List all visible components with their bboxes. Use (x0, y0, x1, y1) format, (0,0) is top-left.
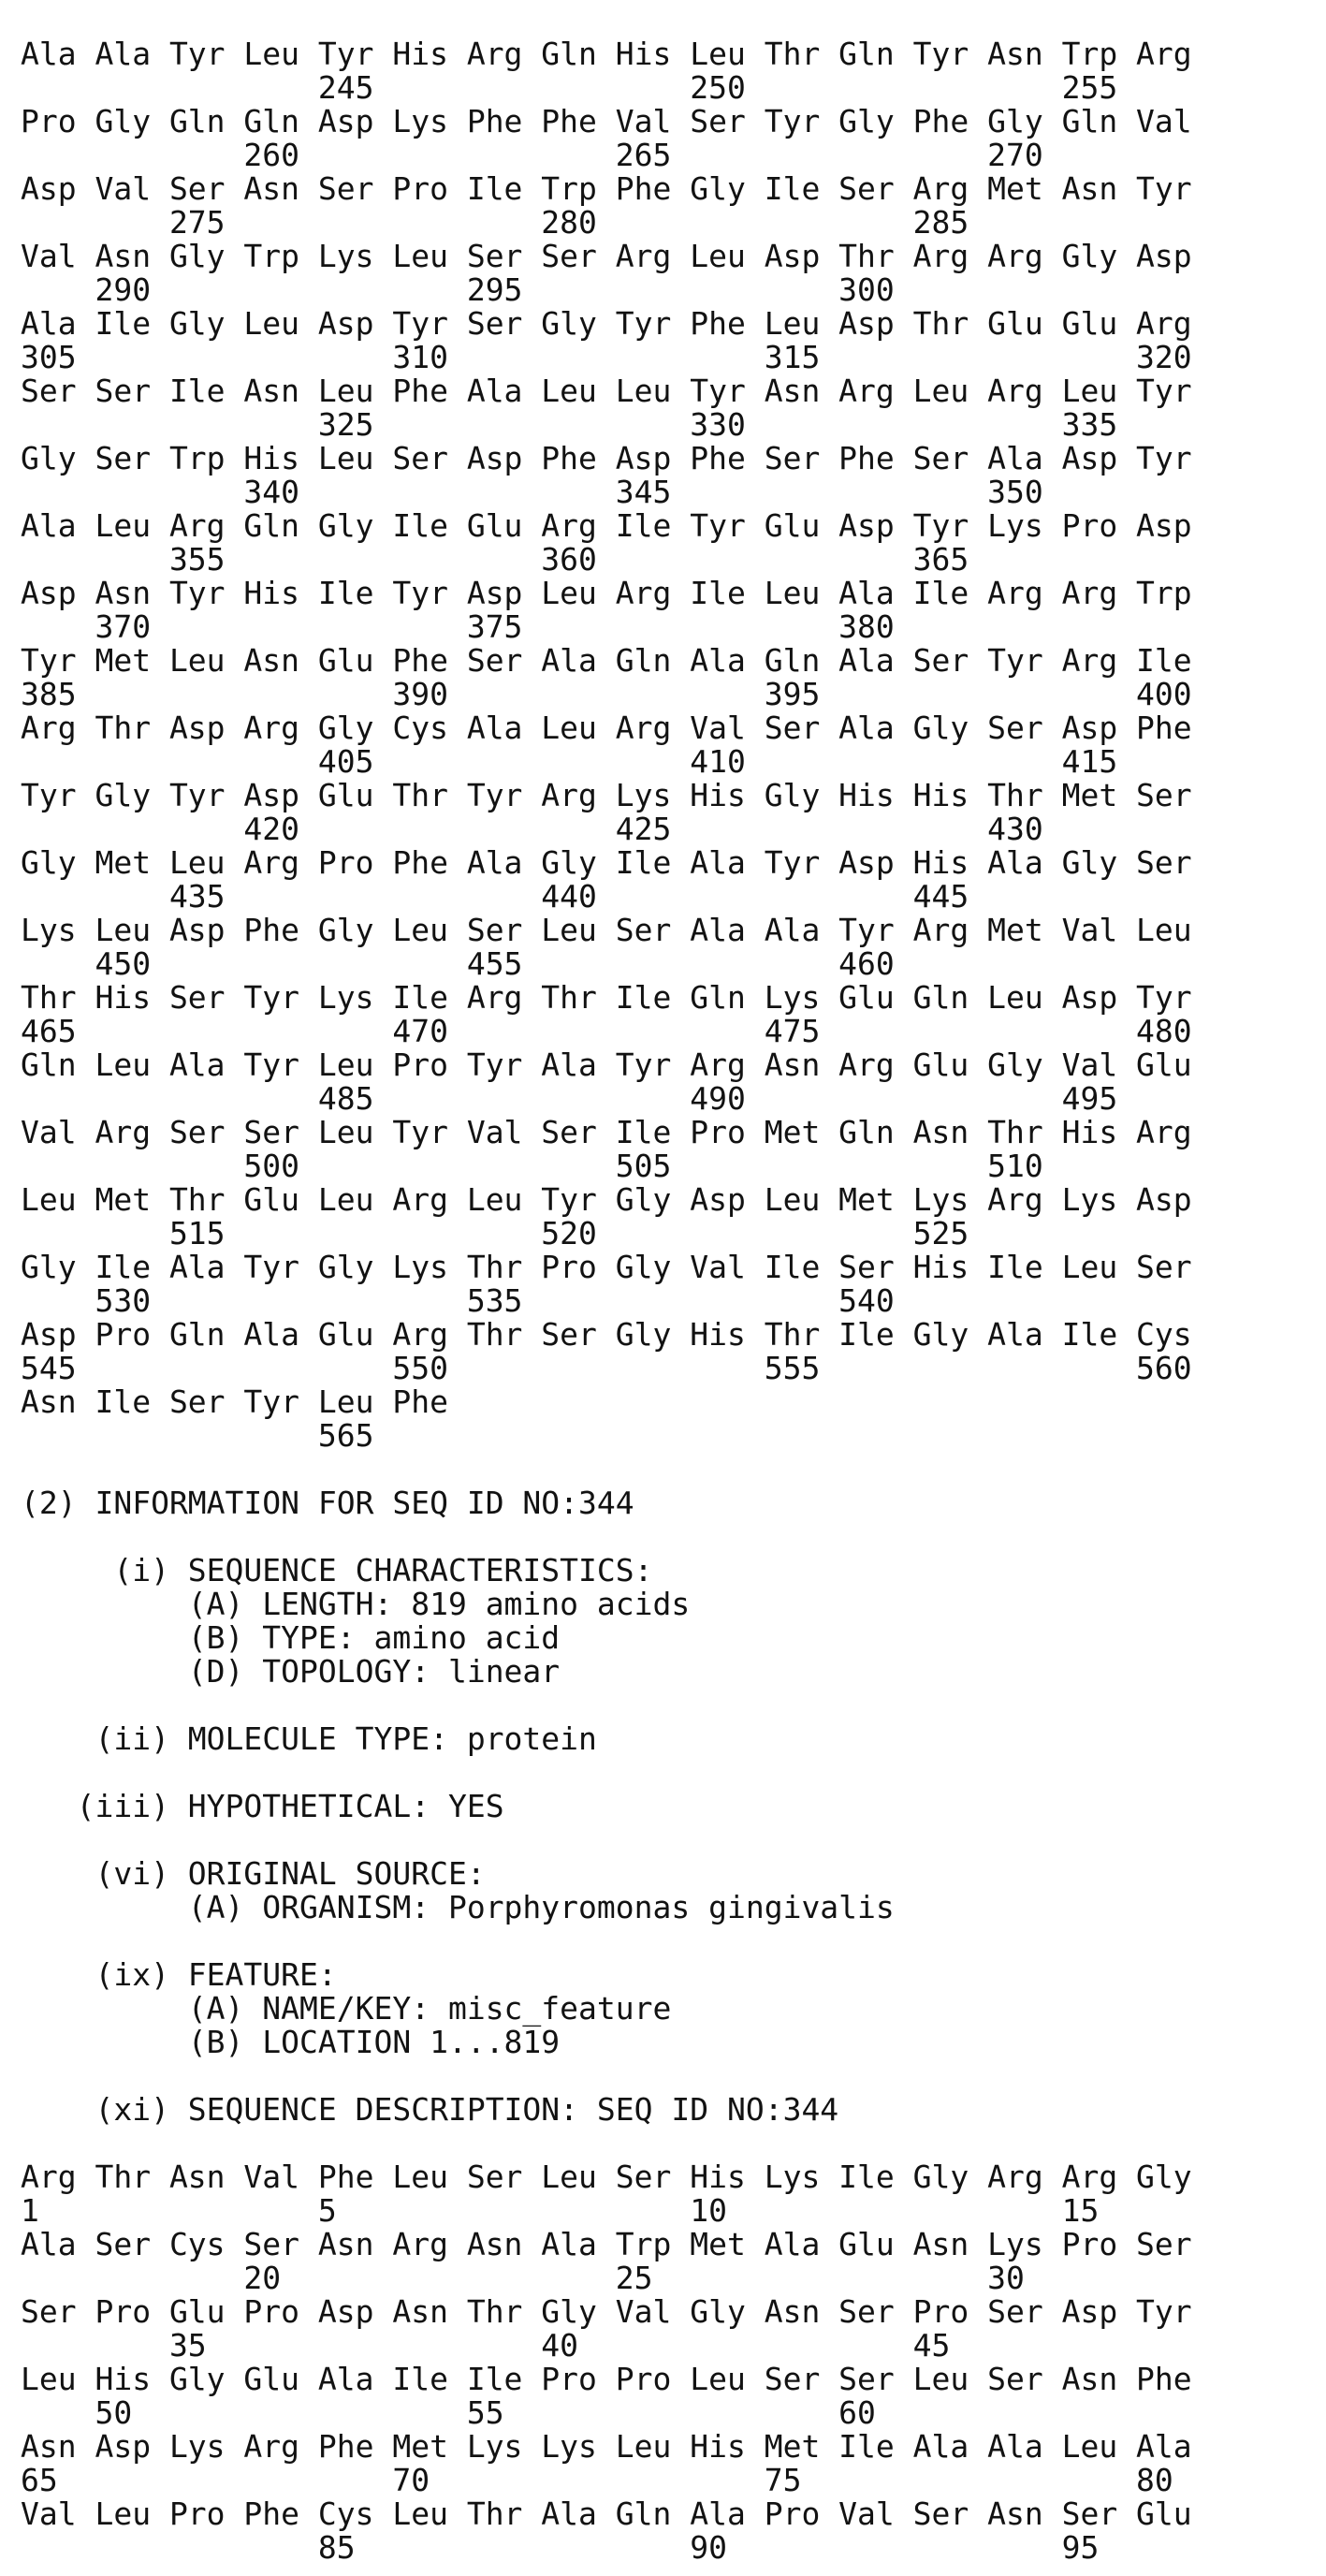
sequence-listing-upper: Ala Ala Tyr Leu Tyr His Arg Gln His Leu Thr Gln Tyr Asn Trp Arg 245 250 255 Pro Gly Gln Gln Asp Lys Phe Phe Val Ser Tyr Gly Phe Gly Gln Val 260 265 270 Asp Val Ser Asn Ser Pro Ile Trp Phe Gly Ile Ser Arg Met Asn Tyr 275 280 285 Val Asn Gly Trp Lys Leu Ser Ser Arg Leu Asp Thr Arg Arg Gly Asp 290 295 300 Ala Ile Gly Leu Asp Tyr Ser Gly Tyr Phe Leu Asp Thr Glu Glu Arg 305 310 315 320 Ser Ser Ile Asn Leu Phe Ala Leu Leu Tyr Asn Arg Leu Arg Leu Tyr 325 330 335 Gly Ser Trp His Leu Ser Asp Phe Asp Phe Ser Phe Ser Ala Asp Tyr 340 345 350 Ala Leu Arg Gln Gly Ile Glu Arg Ile Tyr Glu Asp Tyr Lys Pro Asp 355 360 365 Asp Asn Tyr His Ile Tyr Asp Leu Arg Ile Leu Ala Ile Arg Arg Trp 370 375 380 Tyr Met Leu Asn Glu Phe Ser Ala Gln Ala Gln Ala Ser Tyr Arg Ile 385 390 395 400 Arg Thr Asp Arg Gly Cys Ala Leu Arg Val Ser Ala Gly Ser Asp Phe 405 410 415 Tyr Gly Tyr Asp Glu Thr Tyr Arg Lys His Gly His His Thr Met Ser 420 425 430 Gly Met Leu Arg Pro Phe Ala Gly Ile Ala Tyr Asp His Ala Gly Ser 435 440 445 Lys Leu Asp Phe Gly Leu Ser Leu Ser Ala Ala Tyr Arg Met Val Leu 450 455 460 Thr His Ser Tyr Lys Ile Arg Thr Ile Gln Lys Glu Gln Leu Asp Tyr 465 470 475 480 Gln Leu Ala Tyr Leu Pro Tyr Ala Tyr Arg Asn Arg Glu Gly Val Glu 485 490 495 Val Arg Ser Ser Leu Tyr Val Ser Ile Pro Met Gln Asn Thr His Arg 500 505 510 Leu Met Thr Glu Leu Arg Leu Tyr Gly Asp Leu Met Lys Arg Lys Asp 515 520 525 Gly Ile Ala Tyr Gly Lys Thr Pro Gly Val Ile Ser His Ile Leu Ser 530 535 540 Asp Pro Gln Ala Glu Arg Thr Ser Gly His Thr Ile Gly Ala Ile Cys 545 550 555 560 Asn Ile Ser Tyr Leu Phe 565 (21, 36, 1192, 1454)
sequence-listing-lower: Arg Thr Asn Val Phe Leu Ser Leu Ser His Lys Ile Gly Arg Arg Gly 1 5 10 15 Ala Ser Cys Ser Asn Arg Asn Ala Trp Met Ala Glu Asn Lys Pro Ser 20 25 30 Ser Pro Glu Pro Asp Asn Thr Gly Val Gly Asn Ser Pro Ser Asp Tyr 35 40 45 Leu His Gly Glu Ala Ile Ile Pro Pro Leu Ser Ser Leu Ser Asn Phe 50 55 60 Asn Asp Lys Arg Phe Met Lys Lys Leu His Met Ile Ala Ala Leu Ala 65 70 75 80 Val Leu Pro Phe Cys Leu Thr Ala Gln Ala Pro Val Ser Asn Ser Glu 85 90 95 (21, 2159, 1192, 2566)
seq-info-body: (i) SEQUENCE CHARACTERISTICS: (A) LENGTH: 819 amino acids (B) TYPE: amino acid (D) TOPOLOGY: linear (ii) MOLECULE TYPE: protein (iii) HYPOTHETICAL: YES (vi) ORIGINAL SOURCE: (A) ORGANISM: Porphyromonas gingivalis (ix) FEATURE: (A) NAME/KEY: misc_feature (B) LOCATION 1...819 (xi) SEQUENCE DESCRIPTION: SEQ ID NO:344 (76, 1552, 895, 2128)
seq-info-heading: (2) INFORMATION FOR SEQ ID NO:344 (21, 1485, 634, 1521)
